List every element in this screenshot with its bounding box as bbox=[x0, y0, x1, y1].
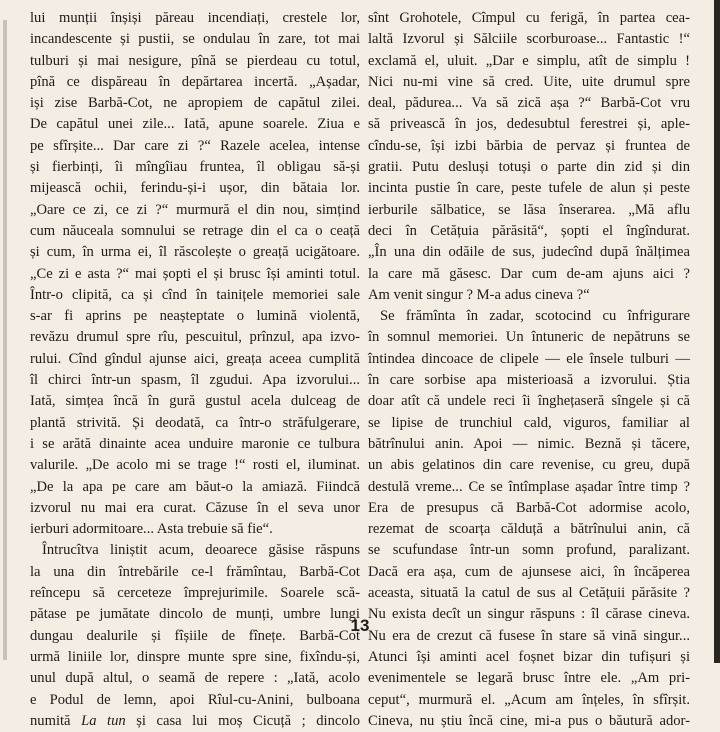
text-line: i se arătă dinainte acea unduire maronie ce tulbura bbox=[30, 435, 360, 452]
text-line: numită La tun și casa lui moș Cicuță ; dincolo bbox=[30, 712, 360, 729]
text-line: pînă ce dispăreau în depărtarea incertă. „Așadar, bbox=[30, 73, 360, 90]
text-line: iși zise Barbă-Cot, ne apropiem de capătul zilei. bbox=[30, 95, 360, 112]
text-line: bătrînului anin. Apoi — nimic. Beznă și tăcere, bbox=[368, 435, 690, 452]
text-line: De capătul unei zile... Iată, apune soarele. Ziua e bbox=[30, 116, 360, 133]
text-line: se scufundase într-un somn profund, paralizant. bbox=[368, 542, 690, 559]
text-line: Într-o clipită, ca și cînd în tainițele memoriei sale bbox=[30, 286, 360, 303]
text-line: Nu era de crezut că fusese în stare să vină singur... bbox=[368, 627, 690, 644]
text-line: gratii. Putu desluși totuși o parte din zid și din bbox=[368, 159, 690, 176]
text-line: cîndu-se, își izbi bărbia de pervaz și fruntea de bbox=[368, 137, 690, 154]
text-line: reîncepu să cerceteze împrejurimile. Soarele scă- bbox=[30, 585, 360, 602]
text-line: întindea dincoace de clipele — ele însele tulburi — bbox=[368, 350, 690, 367]
text-line: „Ce zi e asta ?“ mai șopti el și brusc își aminti totul. bbox=[30, 265, 360, 282]
page-edge bbox=[714, 0, 720, 663]
text-line: Întrucîtva liniștit acum, deoarece găsise răspuns bbox=[42, 542, 360, 559]
text-line: „De la apa pe care am băut-o la amiază. Fiindcă bbox=[30, 478, 360, 495]
text-line: Era de presupus că Barbă-Cot adormise acolo, bbox=[368, 499, 690, 516]
text-line: Iată, simțea încă în gură gustul acela dulceag de bbox=[30, 393, 360, 410]
text-line: urmă liniile lor, dinspre munte spre sine, fixîndu-și, bbox=[30, 648, 360, 665]
text-line: rezemat de scoarța călduță a bătrînului anin, că bbox=[368, 521, 690, 538]
text-line: e Podul de lemn, apoi Rîul-cu-Anini, bulboana bbox=[30, 691, 360, 708]
text-line: Atunci își aminti acel foșnet bizar din tufișuri și bbox=[368, 648, 690, 665]
text-line: pătase pe jumătate dincolo de munți, umbre lungi bbox=[30, 606, 360, 623]
text-line: exclamă el, uluit. „Dar e simplu, atît de simplu ! bbox=[368, 52, 690, 69]
text-line: s-ar fi aprins pe neașteptate o lumină violentă, bbox=[30, 308, 360, 325]
text-line: Se frămînta în zadar, scotocind cu înfrigurare bbox=[380, 308, 690, 325]
text-line: pe sfîrșite... Dar care zi ?“ Razele acelea, intense bbox=[30, 137, 360, 154]
text-line: deci în Cetățuia părăsită“, șopti el îngîndurat. bbox=[368, 222, 690, 239]
text-line: incinta pustie în care, peste tufele de alun și peste bbox=[368, 180, 690, 197]
text-line: doar atît că undele reci îi înghețaseră sîngele și că bbox=[368, 393, 690, 410]
text-line: destulă vreme... Ce se întîmplase așadar între timp ? bbox=[368, 478, 690, 495]
text-line: se lipise de trunchiul cald, viguros, familiar al bbox=[368, 414, 690, 431]
text-line: Nu exista decît un singur răspuns : îl cărase cineva. bbox=[368, 606, 690, 623]
text-line: laltă Izvorul și Sălciile scorburoase... Fantastic !“ bbox=[368, 31, 690, 48]
text-line: Am venit singur ? M-a adus cineva ?“ bbox=[368, 286, 590, 303]
text-line: rului. Cînd gîndul ajunse aici, greața aceea cumplită bbox=[30, 350, 360, 367]
text-line: izvorul nu mai era curat. Căzuse în el seva unor bbox=[30, 499, 360, 516]
text-line: la una din întrebările ce-l frămîntau, Barbă-Cot bbox=[30, 563, 360, 580]
page-number: 13 bbox=[350, 616, 370, 635]
text-line: unul după altul, o seamă de repere : „Iată, acolo bbox=[30, 670, 360, 687]
text-line: în care sorbise apa misterioasă a izvorului. Știa bbox=[368, 372, 690, 389]
text-line: aceasta, situată la catul de sus al Cetățuii părăsite ? bbox=[368, 585, 690, 602]
text-line: valurile. „De acolo mi se trage !“ rosti el, iluminat. bbox=[30, 457, 360, 474]
text-line: sînt Grohotele, Cîmpul cu ferigă, în partea cea- bbox=[368, 10, 690, 26]
text-line: Cineva, nu știu încă cine, mi-a pus o băutură ador- bbox=[368, 712, 690, 729]
text-line: și fierbinți, îi mîngîiau fruntea, îl obligau să-și bbox=[30, 159, 360, 176]
text-line: ierburi adormitoare... Asta trebuie să fie“. bbox=[30, 521, 273, 538]
text-line: lui munții înșiși păreau incendiați, crestele lor, bbox=[30, 10, 360, 26]
text-line: un abis gelatinos din care revenise, cu greu, după bbox=[368, 457, 690, 474]
text-line: dungau dealurile și fîșiile de fînețe. Barbă-Cot bbox=[30, 627, 360, 644]
text-line: tulburi și mai nesigure, pînă se pierdeau cu totul, bbox=[30, 52, 360, 69]
text-line: cum năuceala somnului se retrage din el ca o ceață bbox=[30, 222, 360, 239]
text-line: să privească în jos, dedesubtul ferestrei și, aple- bbox=[368, 116, 690, 133]
text-line: și cum, în urma ei, îl răscolește o greață ucigătoare. bbox=[30, 244, 360, 261]
text-line: incandescente și pustii, se ondulau în zare, tot mai bbox=[30, 31, 360, 48]
text-line: revăzu drumul spre rîu, pescuitul, prînzul, apa izvo- bbox=[30, 329, 360, 346]
text-line: ceput“, murmură el. „Acum am înțeles, în sfîrșit. bbox=[368, 691, 690, 708]
text-line: mijească ochii, ferindu-și-i ușor, din bătaia lor. bbox=[30, 180, 360, 197]
text-line: „Oare ce zi, ce zi ?“ murmură el din nou, simțind bbox=[30, 201, 360, 218]
text-line: evenimentele se legară brusc între ele. „Am pri- bbox=[368, 670, 690, 687]
text-line: plantă strivită. Și deodată, ca într-o străfulgerare, bbox=[30, 414, 360, 431]
text-line: „În una din odăile de sus, judecînd după înălțimea bbox=[368, 244, 690, 261]
text-line: îl chirci într-un spasm, îl zgudui. Apa izvorului... bbox=[30, 372, 360, 389]
text-line: în somnul memoriei. Un întuneric de nepătruns se bbox=[368, 329, 690, 346]
text-line: la care mă găsesc. Dar cum de-am ajuns aici ? bbox=[368, 265, 690, 282]
text-line: Nici nu-mi vine să cred. Uite, uite drumul spre bbox=[368, 73, 690, 90]
binding-shadow bbox=[3, 20, 7, 660]
text-line: Dacă era așa, cum de ajunsese aici, în încăperea bbox=[368, 563, 690, 580]
italic-place-name: La tun bbox=[81, 712, 126, 729]
text-line: deal, pădurea... Va să zică așa ?“ Barbă-Cot vru bbox=[368, 95, 690, 112]
text-line: ierburile sălbatice, se lăsa înserarea. „Mă aflu bbox=[368, 201, 690, 218]
